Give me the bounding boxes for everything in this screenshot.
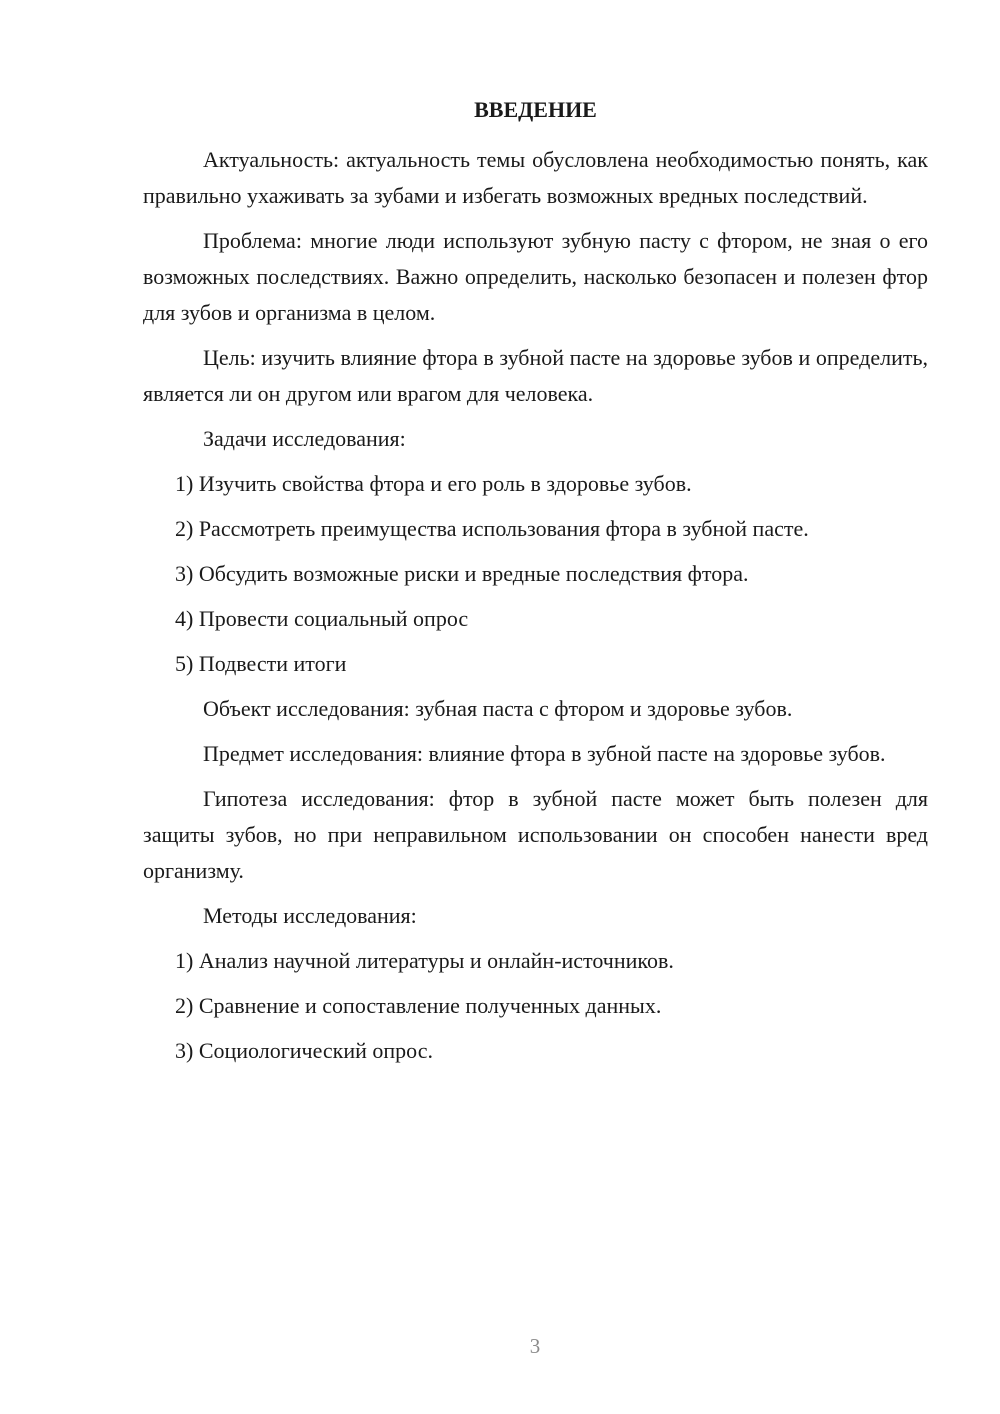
tasks-heading: Задачи исследования: xyxy=(203,426,406,451)
problem-paragraph: Проблема: многие люди используют зубную пасту с фтором, не зная о его возможных последствиях. Важно определить, насколько безопасен и полезен фтор для зубов и организма в целом. xyxy=(143,228,928,325)
subject-paragraph: Предмет исследования: влияние фтора в зубной пасте на здоровье зубов. xyxy=(203,741,886,766)
task-item: 5) Подвести итоги xyxy=(175,651,347,676)
page-content xyxy=(143,95,928,1078)
method-item: 1) Анализ научной литературы и онлайн-источников. xyxy=(175,948,674,973)
task-item: 2) Рассмотреть преимущества использования фтора в зубной пасте. xyxy=(175,516,809,541)
section-title: ВВЕДЕНИЕ xyxy=(474,97,597,122)
task-item: 3) Обсудить возможные риски и вредные последствия фтора. xyxy=(175,561,749,586)
task-item: 1) Изучить свойства фтора и его роль в здоровье зубов. xyxy=(175,471,692,496)
method-item: 2) Сравнение и сопоставление полученных данных. xyxy=(175,993,662,1018)
task-item: 4) Провести социальный опрос xyxy=(175,606,469,631)
object-paragraph: Объект исследования: зубная паста с фтором и здоровье зубов. xyxy=(203,696,793,721)
methods-heading: Методы исследования: xyxy=(203,903,417,928)
relevance-paragraph: Актуальность: актуальность темы обусловлена необходимостью понять, как правильно ухаживать за зубами и избегать возможных вредных последствий. xyxy=(143,147,928,208)
goal-paragraph: Цель: изучить влияние фтора в зубной пасте на здоровье зубов и определить, является ли он другом или врагом для человека. xyxy=(143,345,928,406)
hypothesis-paragraph: Гипотеза исследования: фтор в зубной пасте может быть полезен для защиты зубов, но при неправильном использовании он способен нанести вред организму. xyxy=(143,786,928,883)
page-number: 3 xyxy=(529,1334,541,1358)
method-item: 3) Социологический опрос. xyxy=(175,1038,433,1063)
